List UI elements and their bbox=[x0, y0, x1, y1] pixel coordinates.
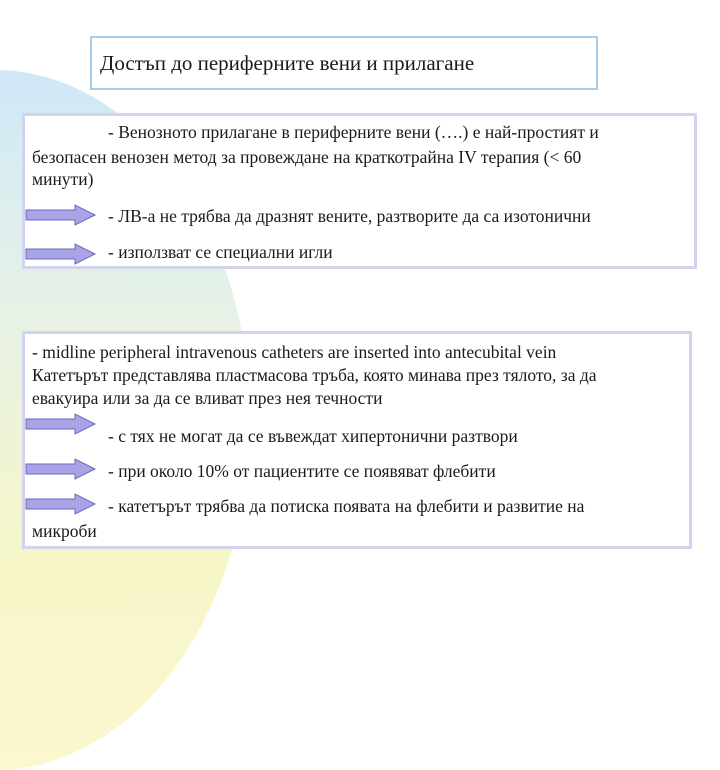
box1-intro-line-3: минути) bbox=[32, 169, 94, 189]
box2-intro-line-3: евакуира или за да се вливат през нея течности bbox=[32, 388, 383, 408]
box1-intro-line-1: - Венозното прилагане в периферните вени (….) е най-простият и bbox=[108, 122, 599, 142]
right-arrow-icon bbox=[25, 204, 97, 226]
box2-bullet-3-continuation: микроби bbox=[32, 521, 97, 541]
box1-bullet-2: - използват се специални игли bbox=[108, 242, 333, 262]
right-arrow-icon bbox=[25, 243, 97, 265]
right-arrow-icon bbox=[25, 458, 97, 480]
box2-bullet-3: - катетърът трябва да потиска появата на флебити и развитие на bbox=[108, 496, 585, 516]
right-arrow-icon bbox=[25, 413, 97, 435]
box1-bullet-1: - ЛВ-а не трябва да дразнят вените, разтворите да са изотонични bbox=[108, 206, 591, 226]
title-box bbox=[90, 36, 598, 90]
box1-intro-line-2: безопасен венозен метод за провеждане на краткотрайна IV терапия (< 60 bbox=[32, 147, 582, 167]
box2-bullet-2: - при около 10% от пациентите се появяват флебити bbox=[108, 461, 496, 481]
box2-bullet-1: - с тях не могат да се въвеждат хипертонични разтвори bbox=[108, 426, 518, 446]
slide-title: Достъп до периферните вени и прилагане bbox=[100, 51, 475, 75]
right-arrow-icon bbox=[25, 493, 97, 515]
box2-intro-line-1: - midline peripheral intravenous catheters are inserted into antecubital vein bbox=[32, 342, 557, 362]
box2-intro-line-2: Катетърът представлява пластмасова тръба, която минава през тялото, за да bbox=[32, 365, 597, 385]
